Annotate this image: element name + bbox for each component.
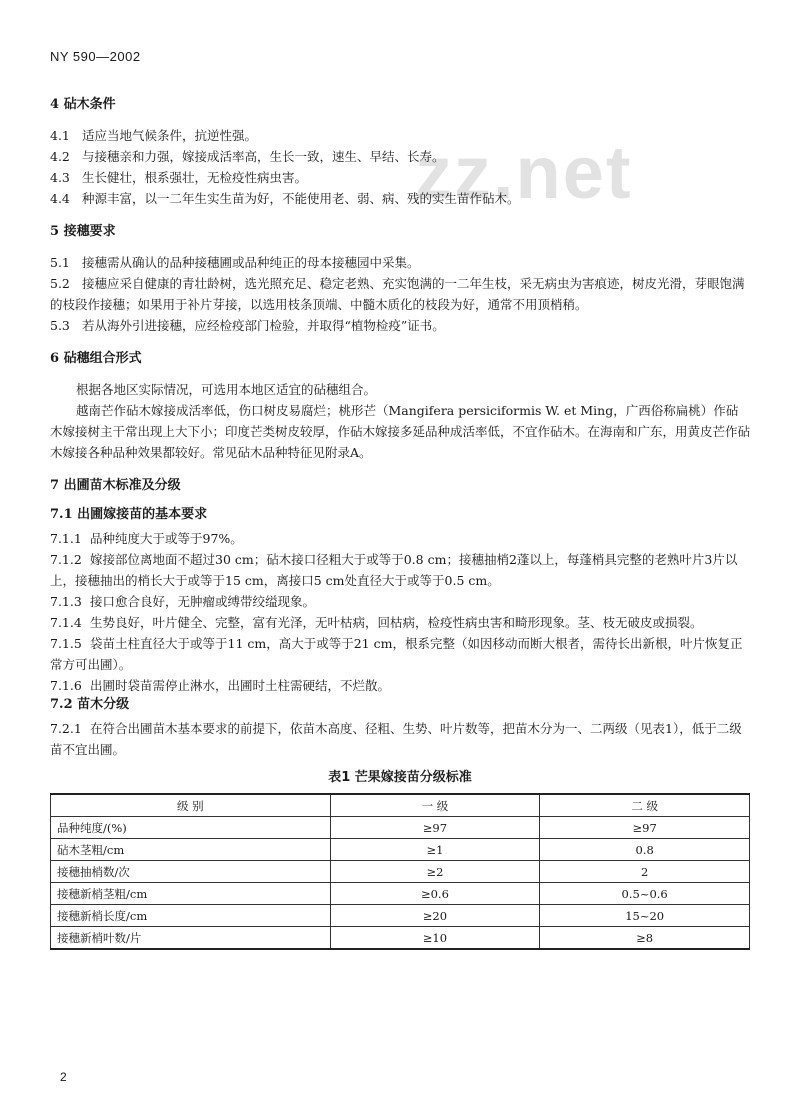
- section-6-para-2: 越南芒作砧木嫁接成活率低，伤口树皮易腐烂；桃形芒（Mangifera persiciformis W. et Ming，广西俗称扁桃）作砧木嫁接树主干常出现上大下小；印度芒类树皮较厚，作砧木嫁接多延品种成活率低，不宜作砧木。在海南和广东，用黄皮芒作砧木嫁接各种品种效果都较好。常见砧木品种特征见附录A。: [50, 403, 751, 460]
- clause-4-4: 4.4 种源丰富，以一二年生实生苗为好，不能使用老、弱、病、残的实生苗作砧木。: [50, 191, 520, 206]
- clause-7-1-1: 7.1.1 品种纯度大于或等于97%。: [50, 531, 243, 546]
- clause-5-1: 5.1 接穗需从确认的品种接穗圃或品种纯正的母本接穗园中采集。: [50, 255, 420, 270]
- cell-grade-2: 15~20: [540, 905, 750, 927]
- table-row: [51, 905, 750, 927]
- document-body: [50, 96, 750, 950]
- table-row: [51, 927, 750, 950]
- cell-grade-1: ≥10: [330, 927, 540, 950]
- table-row: [51, 883, 750, 905]
- row-label: 接穗抽梢数/次: [51, 861, 331, 883]
- clause-5-3: 5.3 若从海外引进接穗，应经检疫部门检验，并取得“植物检疫”证书。: [50, 318, 445, 333]
- table-caption: 表1 芒果嫁接苗分级标准: [328, 770, 472, 785]
- cell-grade-1: ≥20: [330, 905, 540, 927]
- section-4-title: 4 砧木条件: [50, 97, 116, 112]
- cell-grade-1: ≥1: [330, 839, 540, 861]
- clause-7-1-2: 7.1.2 嫁接部位离地面不超过30 cm；砧木接口径粗大于或等于0.8 cm；接穗抽梢2蓬以上，每蓬梢具完整的老熟叶片3片以上，接穗抽出的梢长大于或等于15 cm，离接口5 cm处直径大于或等于0.5 cm。: [50, 552, 738, 588]
- table-header-row: [51, 794, 750, 817]
- cell-grade-1: ≥2: [330, 861, 540, 883]
- section-6-title: 6 砧穗组合形式: [50, 351, 142, 366]
- section-5-list: [50, 252, 750, 336]
- clause-4-2: 4.2 与接穗亲和力强，嫁接成活率高，生长一致，速生、早结、长寿。: [50, 149, 445, 164]
- grading-table: [50, 793, 750, 950]
- subsection-7-2-title: 7.2 苗木分级: [50, 697, 130, 712]
- header-grade-1: 一 级: [330, 794, 540, 817]
- cell-grade-1: ≥97: [330, 817, 540, 839]
- clause-5-2: 5.2 接穗应采自健康的青壮龄树，选光照充足、稳定老熟、充实饱满的一二年生枝，采无病虫为害痕迹，树皮光滑，芽眼饱满的枝段作接穗；如果用于补片芽接，以选用枝条顶端、中髓木质化的枝段为好，通常不用顶梢稍。: [50, 276, 745, 312]
- section-5-title: 5 接穗要求: [50, 224, 116, 239]
- row-label: 砧木茎粗/cm: [51, 839, 331, 861]
- cell-grade-2: 0.5~0.6: [540, 883, 750, 905]
- section-6-para-1: 根据各地区实际情况，可选用本地区适宜的砧穗组合。: [76, 382, 377, 397]
- cell-grade-2: ≥97: [540, 817, 750, 839]
- subsection-7-1-list: [50, 528, 750, 696]
- cell-grade-2: 2: [540, 861, 750, 883]
- cell-grade-2: 0.8: [540, 839, 750, 861]
- table-row: [51, 839, 750, 861]
- clause-7-2-1: 7.2.1 在符合出圃苗木基本要求的前提下，依苗木高度、径粗、生势、叶片数等，把苗木分为一、二两级（见表1），低于二级苗不宜出圃。: [50, 721, 742, 757]
- cell-grade-1: ≥0.6: [330, 883, 540, 905]
- clause-4-1: 4.1 适应当地气候条件，抗逆性强。: [50, 128, 258, 143]
- page-number: 2: [60, 1070, 67, 1084]
- row-label: 接穗新梢长度/cm: [51, 905, 331, 927]
- header-grade: 级 别: [51, 794, 331, 817]
- row-label: 接穗新梢叶数/片: [51, 927, 331, 950]
- clause-4-3: 4.3 生长健壮，根系强壮，无检疫性病虫害。: [50, 170, 308, 185]
- cell-grade-2: ≥8: [540, 927, 750, 950]
- clause-7-1-5: 7.1.5 袋苗土柱直径大于或等于11 cm，高大于或等于21 cm，根系完整（如因移动而断大根者，需待长出新根，叶片恢复正常方可出圃）。: [50, 636, 743, 672]
- table-row: [51, 861, 750, 883]
- standard-code: NY 590—2002: [50, 49, 141, 64]
- subsection-7-1-title: 7.1 出圃嫁接苗的基本要求: [50, 507, 208, 522]
- header-grade-2: 二 级: [540, 794, 750, 817]
- clause-7-1-4: 7.1.4 生势良好，叶片健全、完整，富有光泽，无叶枯病，回枯病，检疫性病虫害和畸形现象。茎、枝无破皮或损裂。: [50, 615, 703, 630]
- section-4-list: [50, 125, 750, 209]
- row-label: 品种纯度/(%): [51, 817, 331, 839]
- table-row: [51, 817, 750, 839]
- watermark: zz.net: [415, 131, 633, 214]
- section-7-title: 7 出圃苗木标准及分级: [50, 478, 181, 493]
- clause-7-1-6: 7.1.6 出圃时袋苗需停止淋水，出圃时土柱需硬结，不烂散。: [50, 678, 391, 693]
- row-label: 接穗新梢茎粗/cm: [51, 883, 331, 905]
- clause-7-1-3: 7.1.3 接口愈合良好，无肿瘤或缚带绞缢现象。: [50, 594, 316, 609]
